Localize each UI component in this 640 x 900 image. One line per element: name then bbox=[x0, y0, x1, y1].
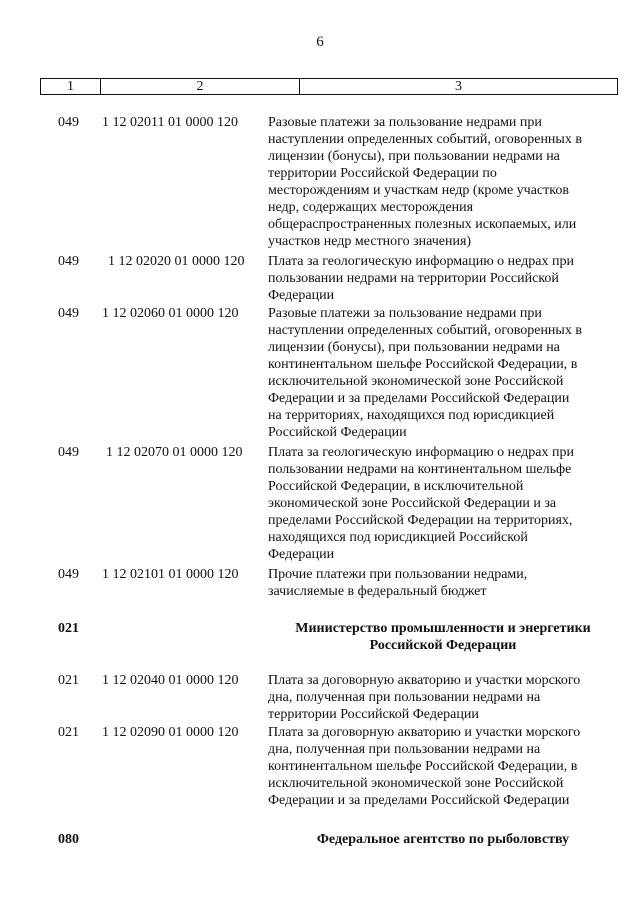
description-line: наступлении определенных событий, оговоренных в bbox=[268, 132, 582, 147]
description-line: Российской Федерации, в исключительной bbox=[268, 479, 524, 494]
description-line: континентальном шельфе Российской Федерации, в bbox=[268, 357, 578, 372]
description-line: на территориях, находящихся под юрисдикцией bbox=[268, 408, 555, 423]
description-line: пределами Российской Федерации на территориях, bbox=[268, 513, 573, 528]
admin-code: 021 bbox=[58, 673, 79, 688]
description-line: Плата за договорную акваторию и участки морского bbox=[268, 673, 581, 688]
section-title bbox=[268, 831, 618, 848]
description-line: экономической зоне Российской Федерации и за bbox=[268, 496, 557, 511]
admin-code: 049 bbox=[58, 306, 79, 321]
column-header-1: 1 bbox=[41, 79, 101, 94]
budget-code: 1 12 02011 01 0000 120 bbox=[102, 115, 238, 130]
admin-code: 049 bbox=[58, 115, 79, 130]
description-line: территории Российской Федерации по bbox=[268, 166, 497, 181]
admin-code: 049 bbox=[58, 254, 79, 269]
description-line: исключительной экономической зоне Российской bbox=[268, 776, 564, 791]
column-header-3: 3 bbox=[455, 79, 462, 94]
row-description bbox=[268, 114, 618, 250]
budget-code: 1 12 02090 01 0000 120 bbox=[102, 725, 239, 740]
section-title-line: Министерство промышленности и энергетики bbox=[295, 621, 591, 636]
description-line: лицензии (бонусы), при пользовании недрами на bbox=[268, 149, 560, 164]
description-line: Плата за геологическую информацию о недрах при bbox=[268, 445, 574, 460]
description-line: пользовании недрами на территории Российской bbox=[268, 271, 559, 286]
description-line: Прочие платежи при пользовании недрами, bbox=[268, 567, 528, 582]
description-line: Федерации bbox=[268, 547, 335, 562]
description-line: Федерации и за пределами Российской Федерации bbox=[268, 793, 570, 808]
budget-code: 1 12 02060 01 0000 120 bbox=[102, 306, 239, 321]
description-line: наступлении определенных событий, оговоренных в bbox=[268, 323, 582, 338]
page-number: 6 bbox=[316, 34, 324, 50]
column-header-table bbox=[40, 78, 618, 95]
description-line: участков недр местного значения) bbox=[268, 234, 472, 249]
description-line: Разовые платежи за пользование недрами при bbox=[268, 306, 542, 321]
section-title-line: Российской Федерации bbox=[369, 638, 517, 653]
row-description bbox=[268, 672, 618, 723]
row-description bbox=[268, 724, 618, 809]
budget-code: 1 12 02040 01 0000 120 bbox=[102, 673, 239, 688]
row-description bbox=[268, 566, 618, 600]
admin-code: 049 bbox=[58, 567, 79, 582]
description-line: Федерации bbox=[268, 288, 335, 303]
section-title bbox=[268, 620, 618, 654]
admin-code: 049 bbox=[58, 445, 79, 460]
budget-code: 1 12 02020 01 0000 120 bbox=[108, 254, 245, 269]
row-description bbox=[268, 253, 618, 304]
description-line: Федерации и за пределами Российской Федерации bbox=[268, 391, 570, 406]
row-description bbox=[268, 444, 618, 563]
description-line: Плата за геологическую информацию о недрах при bbox=[268, 254, 574, 269]
description-line: дна, полученная при пользовании недрами на bbox=[268, 742, 541, 757]
description-line: континентальном шельфе Российской Федерации, в bbox=[268, 759, 578, 774]
description-line: общераспространенных полезных ископаемых, или bbox=[268, 217, 577, 232]
column-header-2: 2 bbox=[101, 79, 300, 94]
section-code: 080 bbox=[58, 832, 79, 847]
description-line: территории Российской Федерации bbox=[268, 707, 479, 722]
description-line: Разовые платежи за пользование недрами при bbox=[268, 115, 542, 130]
description-line: Плата за договорную акваторию и участки морского bbox=[268, 725, 581, 740]
description-line: пользовании недрами на континентальном шельфе bbox=[268, 462, 572, 477]
description-line: недр, содержащих месторождения bbox=[268, 200, 474, 215]
budget-code: 1 12 02070 01 0000 120 bbox=[106, 445, 243, 460]
description-line: исключительной экономической зоне Российской bbox=[268, 374, 564, 389]
description-line: зачисляемые в федеральный бюджет bbox=[268, 584, 487, 599]
section-title-line: Федеральное агентство по рыболовству bbox=[316, 832, 570, 847]
description-line: месторождениям и участкам недр (кроме участков bbox=[268, 183, 569, 198]
description-line: лицензии (бонусы), при пользовании недрами на bbox=[268, 340, 560, 355]
budget-code: 1 12 02101 01 0000 120 bbox=[102, 567, 239, 582]
description-line: Российской Федерации bbox=[268, 425, 407, 440]
description-line: дна, полученная при пользовании недрами на bbox=[268, 690, 541, 705]
description-line: находящихся под юрисдикцией Российской bbox=[268, 530, 528, 545]
section-code: 021 bbox=[58, 621, 79, 636]
row-description bbox=[268, 305, 618, 441]
admin-code: 021 bbox=[58, 725, 79, 740]
